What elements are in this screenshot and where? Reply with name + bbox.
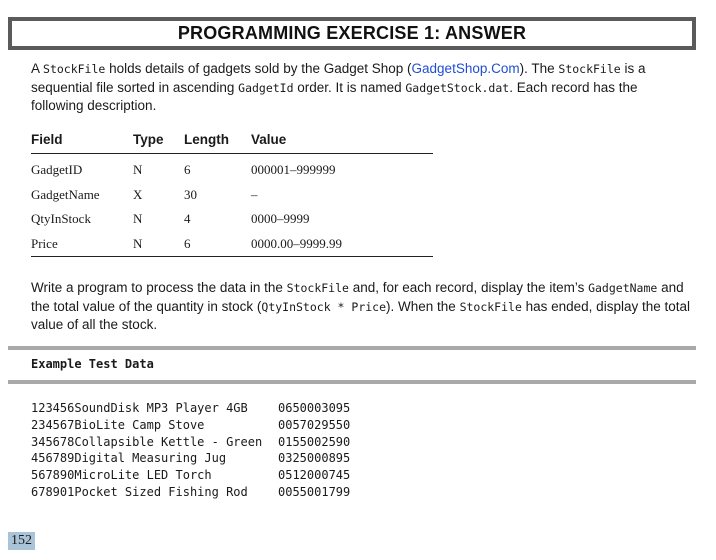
intro-text: is a sequential file sorted in ascending (31, 61, 646, 95)
code-term: StockFile (43, 62, 106, 76)
table-cell: 000001–999999 (251, 162, 336, 178)
task-text: Write a program to process the data in the (31, 280, 287, 295)
table-cell: 6 (184, 232, 251, 257)
test-record (31, 435, 350, 452)
column-header: Type (133, 128, 184, 154)
code-term: StockFile (286, 281, 349, 295)
intro-text: ). The (519, 61, 559, 76)
table-row (31, 183, 433, 208)
code-term: StockFile (459, 299, 522, 314)
test-record-text: 234567BioLite Camp Stove (31, 417, 205, 432)
table-cell: GadgetID (31, 162, 83, 178)
table-cell: N (133, 162, 143, 178)
column-header: Field (31, 128, 133, 154)
task-text: and the total value of the quantity in stock ( (31, 280, 684, 314)
intro-paragraph (31, 60, 691, 116)
table-cell: N (133, 211, 143, 227)
table-row (31, 232, 433, 257)
table-cell: X (133, 186, 143, 202)
test-record (31, 401, 350, 418)
code-term: QtyInStock * Price (261, 299, 387, 314)
code-term: GadgetId (238, 80, 294, 95)
test-record-values: 0512000745 (278, 468, 351, 483)
table-cell: 0000.00–9999.99 (251, 232, 433, 257)
table-cell: QtyInStock (31, 211, 91, 227)
test-record (31, 451, 350, 468)
table-cell: GadgetName (31, 186, 100, 202)
example-heading: Example Test Data (31, 357, 154, 371)
test-record-values: 0155002590 (278, 434, 351, 449)
task-text: ). When the (386, 298, 460, 314)
column-header: Value (251, 128, 433, 154)
code-term: GadgetStock.dat (405, 80, 510, 95)
intro-text: A (31, 61, 44, 76)
intro-text: . Each record has the following description. (31, 79, 638, 113)
table-cell: N (133, 232, 184, 257)
table-cell: – (251, 186, 258, 202)
page-header (8, 17, 696, 50)
test-record-values: 0650003095 (278, 401, 351, 415)
test-record-values: 0325000895 (278, 451, 351, 466)
section-divider-top (8, 346, 696, 350)
table-cell: Price (31, 232, 133, 257)
page-title: PROGRAMMING EXERCISE 1: ANSWER (177, 23, 527, 43)
table-header-row (31, 128, 433, 154)
test-record-text: 567890MicroLite LED Torch (31, 468, 212, 483)
test-record-values: 0057029550 (278, 417, 351, 432)
page-number: 152 (8, 532, 35, 550)
table-cell: 0000–9999 (251, 211, 310, 227)
task-text: and, for each record, display the item’s (348, 280, 589, 295)
table-cell: 6 (184, 162, 191, 178)
column-header: Length (184, 128, 251, 154)
table-cell: 30 (184, 186, 197, 202)
code-term: StockFile (558, 62, 621, 76)
test-record-values: 0055001799 (278, 484, 351, 499)
test-record-text: 345678Collapsible Kettle - Green (31, 434, 263, 449)
intro-text: holds details of gadgets sold by the Gadget Shop ( (105, 61, 412, 76)
table-row (31, 207, 433, 232)
intro-text: order. It is named (293, 79, 406, 95)
gadgetshop-link[interactable]: GadgetShop.Com (411, 61, 520, 76)
code-term: GadgetName (588, 281, 658, 295)
task-paragraph (31, 279, 691, 335)
section-divider-bottom (8, 380, 696, 384)
test-record-text: 456789Digital Measuring Jug (31, 451, 227, 466)
record-description-table (31, 128, 433, 257)
test-record-text: 123456SoundDisk MP3 Player 4GB (31, 401, 248, 415)
task-text: has ended, display the total value of all the stock. (31, 298, 690, 332)
test-record (31, 485, 350, 502)
example-test-data (31, 401, 350, 502)
test-record (31, 468, 350, 485)
test-record-text: 678901Pocket Sized Fishing Rod (31, 484, 248, 499)
table-cell: 4 (184, 211, 191, 227)
table-row (31, 154, 433, 183)
test-record (31, 418, 350, 435)
